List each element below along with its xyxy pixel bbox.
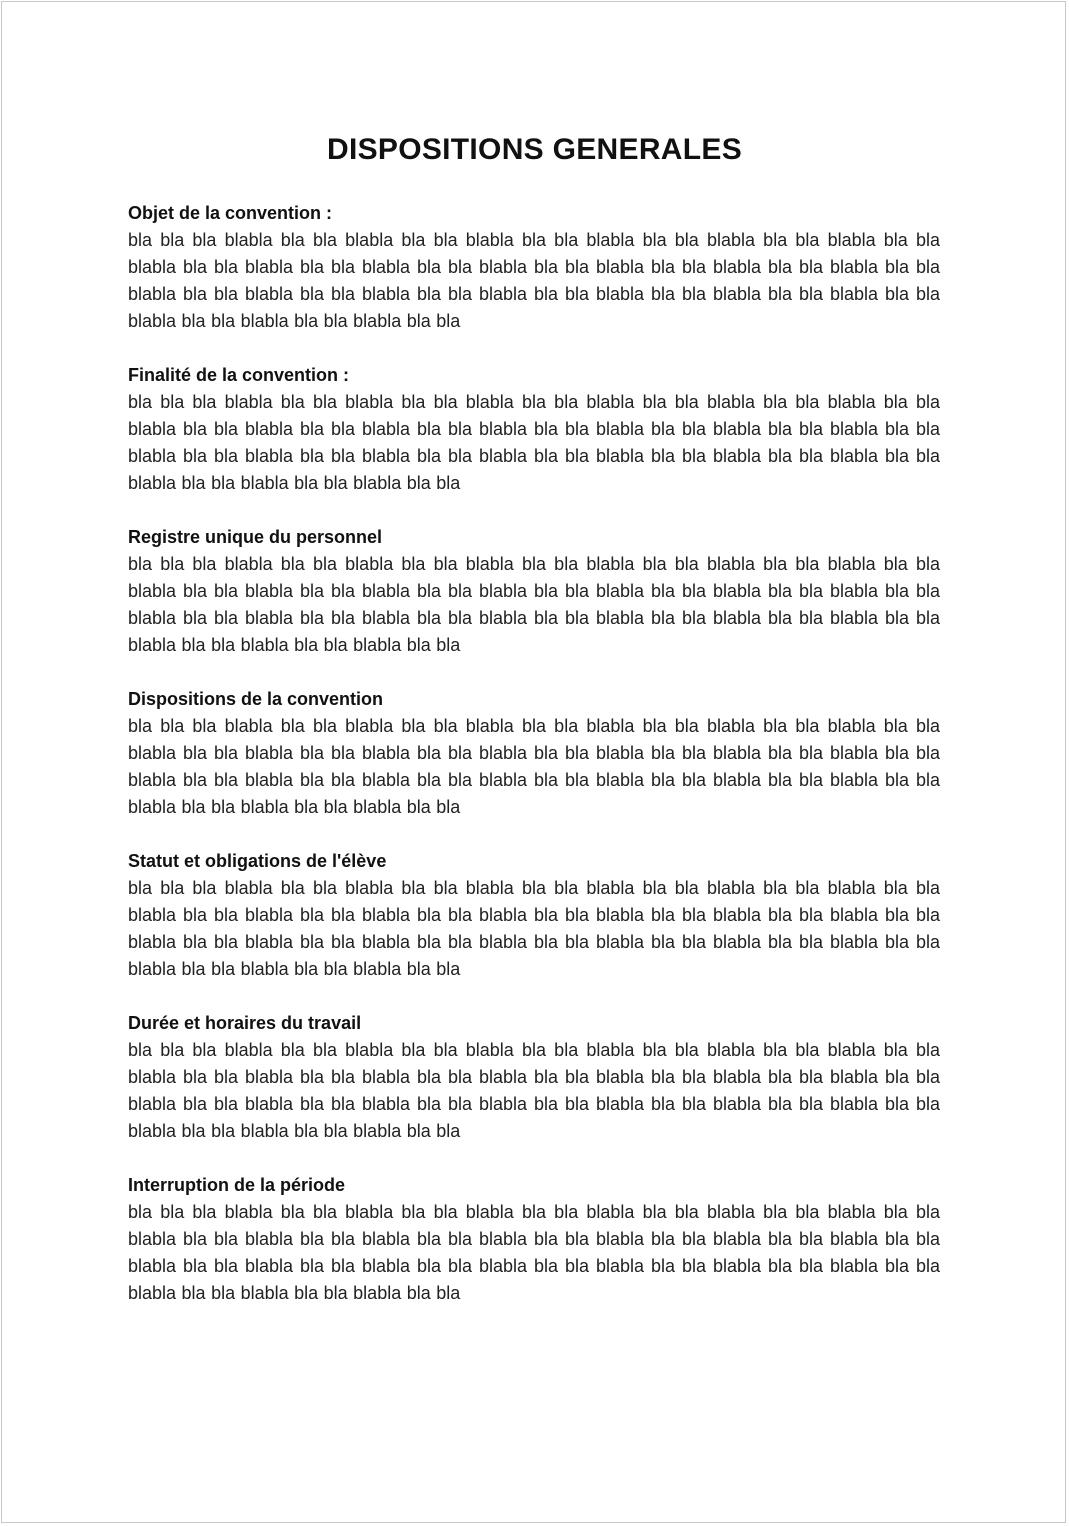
section-body: bla bla bla blabla bla bla blabla bla bla blabla bla bla blabla bla bla blabla bla bla blabla bla bla blabla bla bla blabla bla bla blabla bla bla blabla bla bla blabla bla bla blabla bla bla blabla bla bla blabla bla bla blabla bla bla blabla bla bla blabla bla bla blabla bla bla blabla bla bla blabla bla bla blabla bla bla blabla bla bla blabla bla bla bbox=[128, 1202, 940, 1303]
section-heading: Dispositions de la convention bbox=[128, 689, 384, 709]
section-duree bbox=[128, 1010, 940, 1145]
section-statut bbox=[128, 848, 940, 983]
section-heading: Finalité de la convention : bbox=[128, 365, 350, 385]
section-heading: Registre unique du personnel bbox=[128, 527, 383, 547]
section-finalite bbox=[128, 362, 940, 497]
section-heading: Statut et obligations de l'élève bbox=[128, 851, 387, 871]
sections-container bbox=[128, 200, 940, 1334]
section-heading: Objet de la convention : bbox=[128, 203, 333, 223]
section-registre bbox=[128, 524, 940, 659]
section-body: bla bla bla blabla bla bla blabla bla bla blabla bla bla blabla bla bla blabla bla bla blabla bla bla blabla bla bla blabla bla bla blabla bla bla blabla bla bla blabla bla bla blabla bla bla blabla bla bla blabla bla bla blabla bla bla blabla bla bla blabla bla bla blabla bla bla blabla bla bla blabla bla bla blabla bla bla blabla bla bla blabla bla bla bbox=[128, 878, 940, 979]
section-heading: Interruption de la période bbox=[128, 1175, 346, 1195]
section-body: bla bla bla blabla bla bla blabla bla bla blabla bla bla blabla bla bla blabla bla bla blabla bla bla blabla bla bla blabla bla bla blabla bla bla blabla bla bla blabla bla bla blabla bla bla blabla bla bla blabla bla bla blabla bla bla blabla bla bla blabla bla bla blabla bla bla blabla bla bla blabla bla bla blabla bla bla blabla bla bla blabla bla bla bbox=[128, 1040, 940, 1141]
section-interruption bbox=[128, 1172, 940, 1307]
section-heading: Durée et horaires du travail bbox=[128, 1013, 362, 1033]
section-body: bla bla bla blabla bla bla blabla bla bla blabla bla bla blabla bla bla blabla bla bla blabla bla bla blabla bla bla blabla bla bla blabla bla bla blabla bla bla blabla bla bla blabla bla bla blabla bla bla blabla bla bla blabla bla bla blabla bla bla blabla bla bla blabla bla bla blabla bla bla blabla bla bla blabla bla bla blabla bla bla blabla bla bla bbox=[128, 392, 940, 493]
section-dispositions bbox=[128, 686, 940, 821]
section-body: bla bla bla blabla bla bla blabla bla bla blabla bla bla blabla bla bla blabla bla bla blabla bla bla blabla bla bla blabla bla bla blabla bla bla blabla bla bla blabla bla bla blabla bla bla blabla bla bla blabla bla bla blabla bla bla blabla bla bla blabla bla bla blabla bla bla blabla bla bla blabla bla bla blabla bla bla blabla bla bla blabla bla bla bbox=[128, 554, 940, 655]
document-page bbox=[1, 1, 1066, 1523]
section-body: bla bla bla blabla bla bla blabla bla bla blabla bla bla blabla bla bla blabla bla bla blabla bla bla blabla bla bla blabla bla bla blabla bla bla blabla bla bla blabla bla bla blabla bla bla blabla bla bla blabla bla bla blabla bla bla blabla bla bla blabla bla bla blabla bla bla blabla bla bla blabla bla bla blabla bla bla blabla bla bla blabla bla bla bbox=[128, 716, 940, 817]
section-objet bbox=[128, 200, 940, 335]
section-body: bla bla bla blabla bla bla blabla bla bla blabla bla bla blabla bla bla blabla bla bla blabla bla bla blabla bla bla blabla bla bla blabla bla bla blabla bla bla blabla bla bla blabla bla bla blabla bla bla blabla bla bla blabla bla bla blabla bla bla blabla bla bla blabla bla bla blabla bla bla blabla bla bla blabla bla bla blabla bla bla blabla bla bla bbox=[128, 230, 940, 331]
document-title: DISPOSITIONS GENERALES bbox=[327, 133, 742, 166]
